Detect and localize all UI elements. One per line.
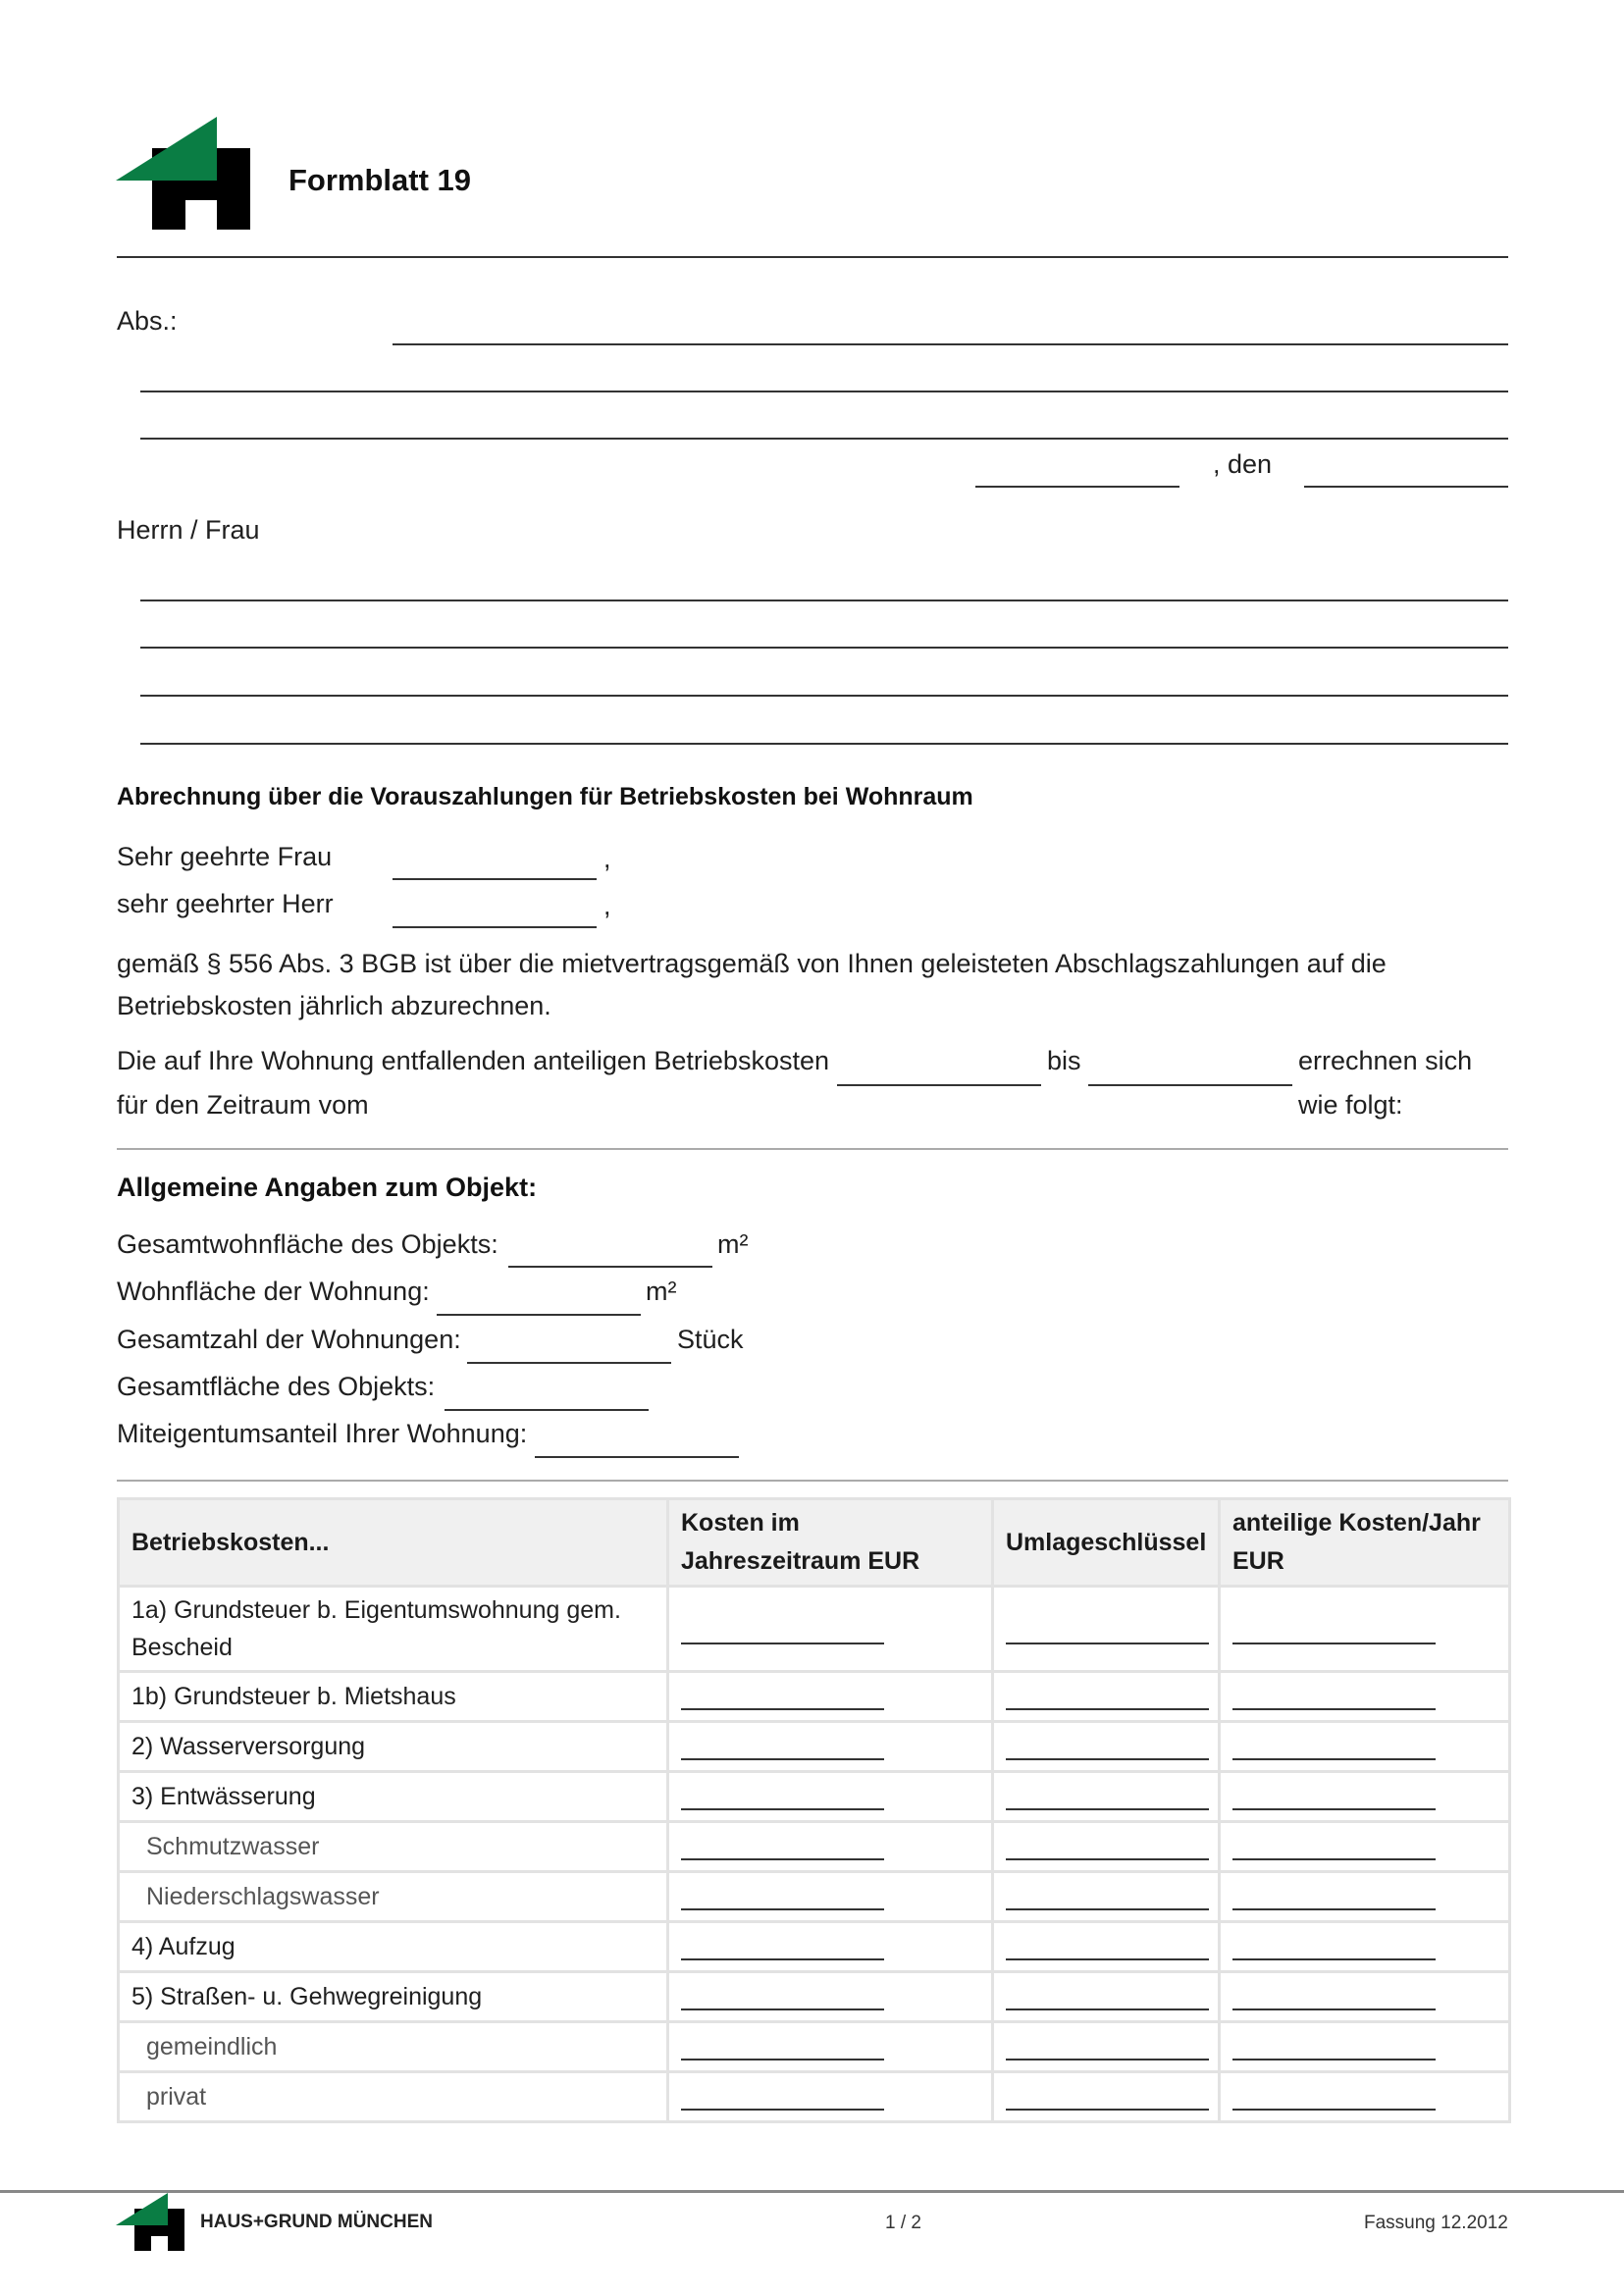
kosten-cell[interactable] [668,1822,993,1872]
table-row [119,2022,1510,2072]
recipient-line-3[interactable] [140,695,1508,697]
anteil-cell[interactable] [1220,1972,1510,2022]
section-divider-1 [117,1148,1508,1150]
object-field-label-1: Gesamtwohnfläche des Objekts: [117,1229,498,1259]
row-label: 1b) Grundsteuer b. Mietshaus [119,1672,668,1722]
period-to-field[interactable] [1088,1084,1292,1086]
place-field[interactable] [975,486,1179,488]
footer-version: Fassung 12.2012 [1364,2213,1508,2233]
paragraph-2-text-c: errechnen sich [1298,1046,1473,1075]
recipient-line-2[interactable] [140,647,1508,649]
kosten-cell[interactable] [668,1922,993,1972]
umlage-cell[interactable] [993,1922,1220,1972]
footer-brand: HAUS+GRUND MÜNCHEN [200,2212,433,2232]
header-betriebskosten: Betriebskosten... [119,1499,668,1587]
kosten-cell[interactable] [668,1722,993,1772]
paragraph-2-text-a: Die auf Ihre Wohnung entfallenden anteiligen Betriebskosten [117,1046,829,1075]
table-row [119,1922,1510,1972]
costs-table [117,1497,1511,2123]
umlage-cell[interactable] [993,1672,1220,1722]
kosten-cell[interactable] [668,1772,993,1822]
row-label: 2) Wasserversorgung [119,1722,668,1772]
row-label: Niederschlagswasser [119,1872,668,1922]
row-label: privat [119,2072,668,2122]
kosten-cell[interactable] [668,2022,993,2072]
table-row [119,1872,1510,1922]
sender-line-1[interactable] [393,343,1508,345]
row-label: 4) Aufzug [119,1922,668,1972]
recipient-line-1[interactable] [140,600,1508,601]
object-field-input-4[interactable] [445,1409,649,1411]
umlage-cell[interactable] [993,1822,1220,1872]
object-field-label-5: Miteigentumsanteil Ihrer Wohnung: [117,1419,528,1448]
period-bis-label: bis [1047,1046,1081,1075]
header-anteilige-kosten: anteilige Kosten/Jahr EUR [1220,1499,1510,1587]
table-row [119,1772,1510,1822]
recipient-label: Herrn / Frau [117,515,260,545]
umlage-cell[interactable] [993,1872,1220,1922]
table-row [119,1822,1510,1872]
salutation-herr: sehr geehrter Herr [117,889,334,918]
footer-logo-icon [116,2193,186,2252]
anteil-cell[interactable] [1220,1672,1510,1722]
row-label: 1a) Grundsteuer b. Eigentumswohnung gem. Bescheid [119,1587,668,1672]
anteil-cell[interactable] [1220,2072,1510,2122]
header-divider [117,256,1508,258]
table-row [119,2072,1510,2122]
kosten-cell[interactable] [668,2072,993,2122]
paragraph-1-line-2: Betriebskosten jährlich abzurechnen. [117,991,551,1020]
object-field-input-5[interactable] [535,1456,739,1458]
anteil-cell[interactable] [1220,1922,1510,1972]
row-label: gemeindlich [119,2022,668,2072]
salutation-herr-name-field[interactable] [393,926,597,928]
object-field-label-2: Wohnfläche der Wohnung: [117,1277,430,1306]
date-separator: , den [1213,449,1273,479]
row-label: 3) Entwässerung [119,1772,668,1822]
paragraph-2-text-b: für den Zeitraum vom [117,1090,369,1120]
kosten-cell[interactable] [668,1672,993,1722]
anteil-cell[interactable] [1220,1772,1510,1822]
date-field[interactable] [1304,486,1508,488]
umlage-cell[interactable] [993,1722,1220,1772]
sender-label: Abs.: [117,306,178,336]
footer-page-number: 1 / 2 [885,2213,921,2233]
header-umlageschluessel: Umlageschlüssel [993,1499,1220,1587]
table-row [119,1672,1510,1722]
umlage-cell[interactable] [993,2072,1220,2122]
header-kosten-jahreszeitraum: Kosten im Jahreszeitraum EUR [668,1499,993,1587]
salutation-frau: Sehr geehrte Frau [117,842,333,871]
kosten-cell[interactable] [668,1972,993,2022]
object-field-unit-2: m² [646,1277,677,1306]
sender-line-2[interactable] [140,391,1508,392]
haus-und-grund-logo-icon [116,116,253,232]
umlage-cell[interactable] [993,1972,1220,2022]
recipient-line-4[interactable] [140,743,1508,745]
sender-line-3[interactable] [140,438,1508,440]
footer-divider [0,2190,1624,2193]
umlage-cell[interactable] [993,1587,1220,1672]
table-header-row [119,1499,1510,1587]
object-info-heading: Allgemeine Angaben zum Objekt: [117,1173,538,1202]
object-field-label-4: Gesamtfläche des Objekts: [117,1372,436,1401]
section-divider-2 [117,1480,1508,1482]
page-title: Formblatt 19 [288,163,472,197]
paragraph-1-line-1: gemäß § 556 Abs. 3 BGB ist über die mietvertragsgemäß von Ihnen geleisteten Abschlagszahlungen auf die [117,949,1387,978]
kosten-cell[interactable] [668,1587,993,1672]
object-field-input-1[interactable] [508,1266,712,1268]
object-field-unit-1: m² [717,1229,749,1259]
table-row [119,1972,1510,2022]
object-field-input-3[interactable] [467,1362,671,1364]
table-row [119,1722,1510,1772]
object-field-label-3: Gesamtzahl der Wohnungen: [117,1325,461,1354]
paragraph-2-text-d: wie folgt: [1298,1090,1403,1120]
umlage-cell[interactable] [993,1772,1220,1822]
period-from-field[interactable] [837,1084,1041,1086]
anteil-cell[interactable] [1220,1587,1510,1672]
anteil-cell[interactable] [1220,1822,1510,1872]
anteil-cell[interactable] [1220,2022,1510,2072]
kosten-cell[interactable] [668,1872,993,1922]
object-field-input-2[interactable] [437,1314,641,1316]
row-label: Schmutzwasser [119,1822,668,1872]
anteil-cell[interactable] [1220,1872,1510,1922]
salutation-herr-comma: , [603,891,611,920]
row-label: 5) Straßen- u. Gehwegreinigung [119,1972,668,2022]
salutation-frau-comma: , [603,844,611,873]
object-field-unit-3: Stück [677,1325,744,1354]
letter-subject: Abrechnung über die Vorauszahlungen für Betriebskosten bei Wohnraum [117,783,973,810]
anteil-cell[interactable] [1220,1722,1510,1772]
table-row [119,1587,1510,1672]
salutation-frau-name-field[interactable] [393,878,597,880]
umlage-cell[interactable] [993,2022,1220,2072]
